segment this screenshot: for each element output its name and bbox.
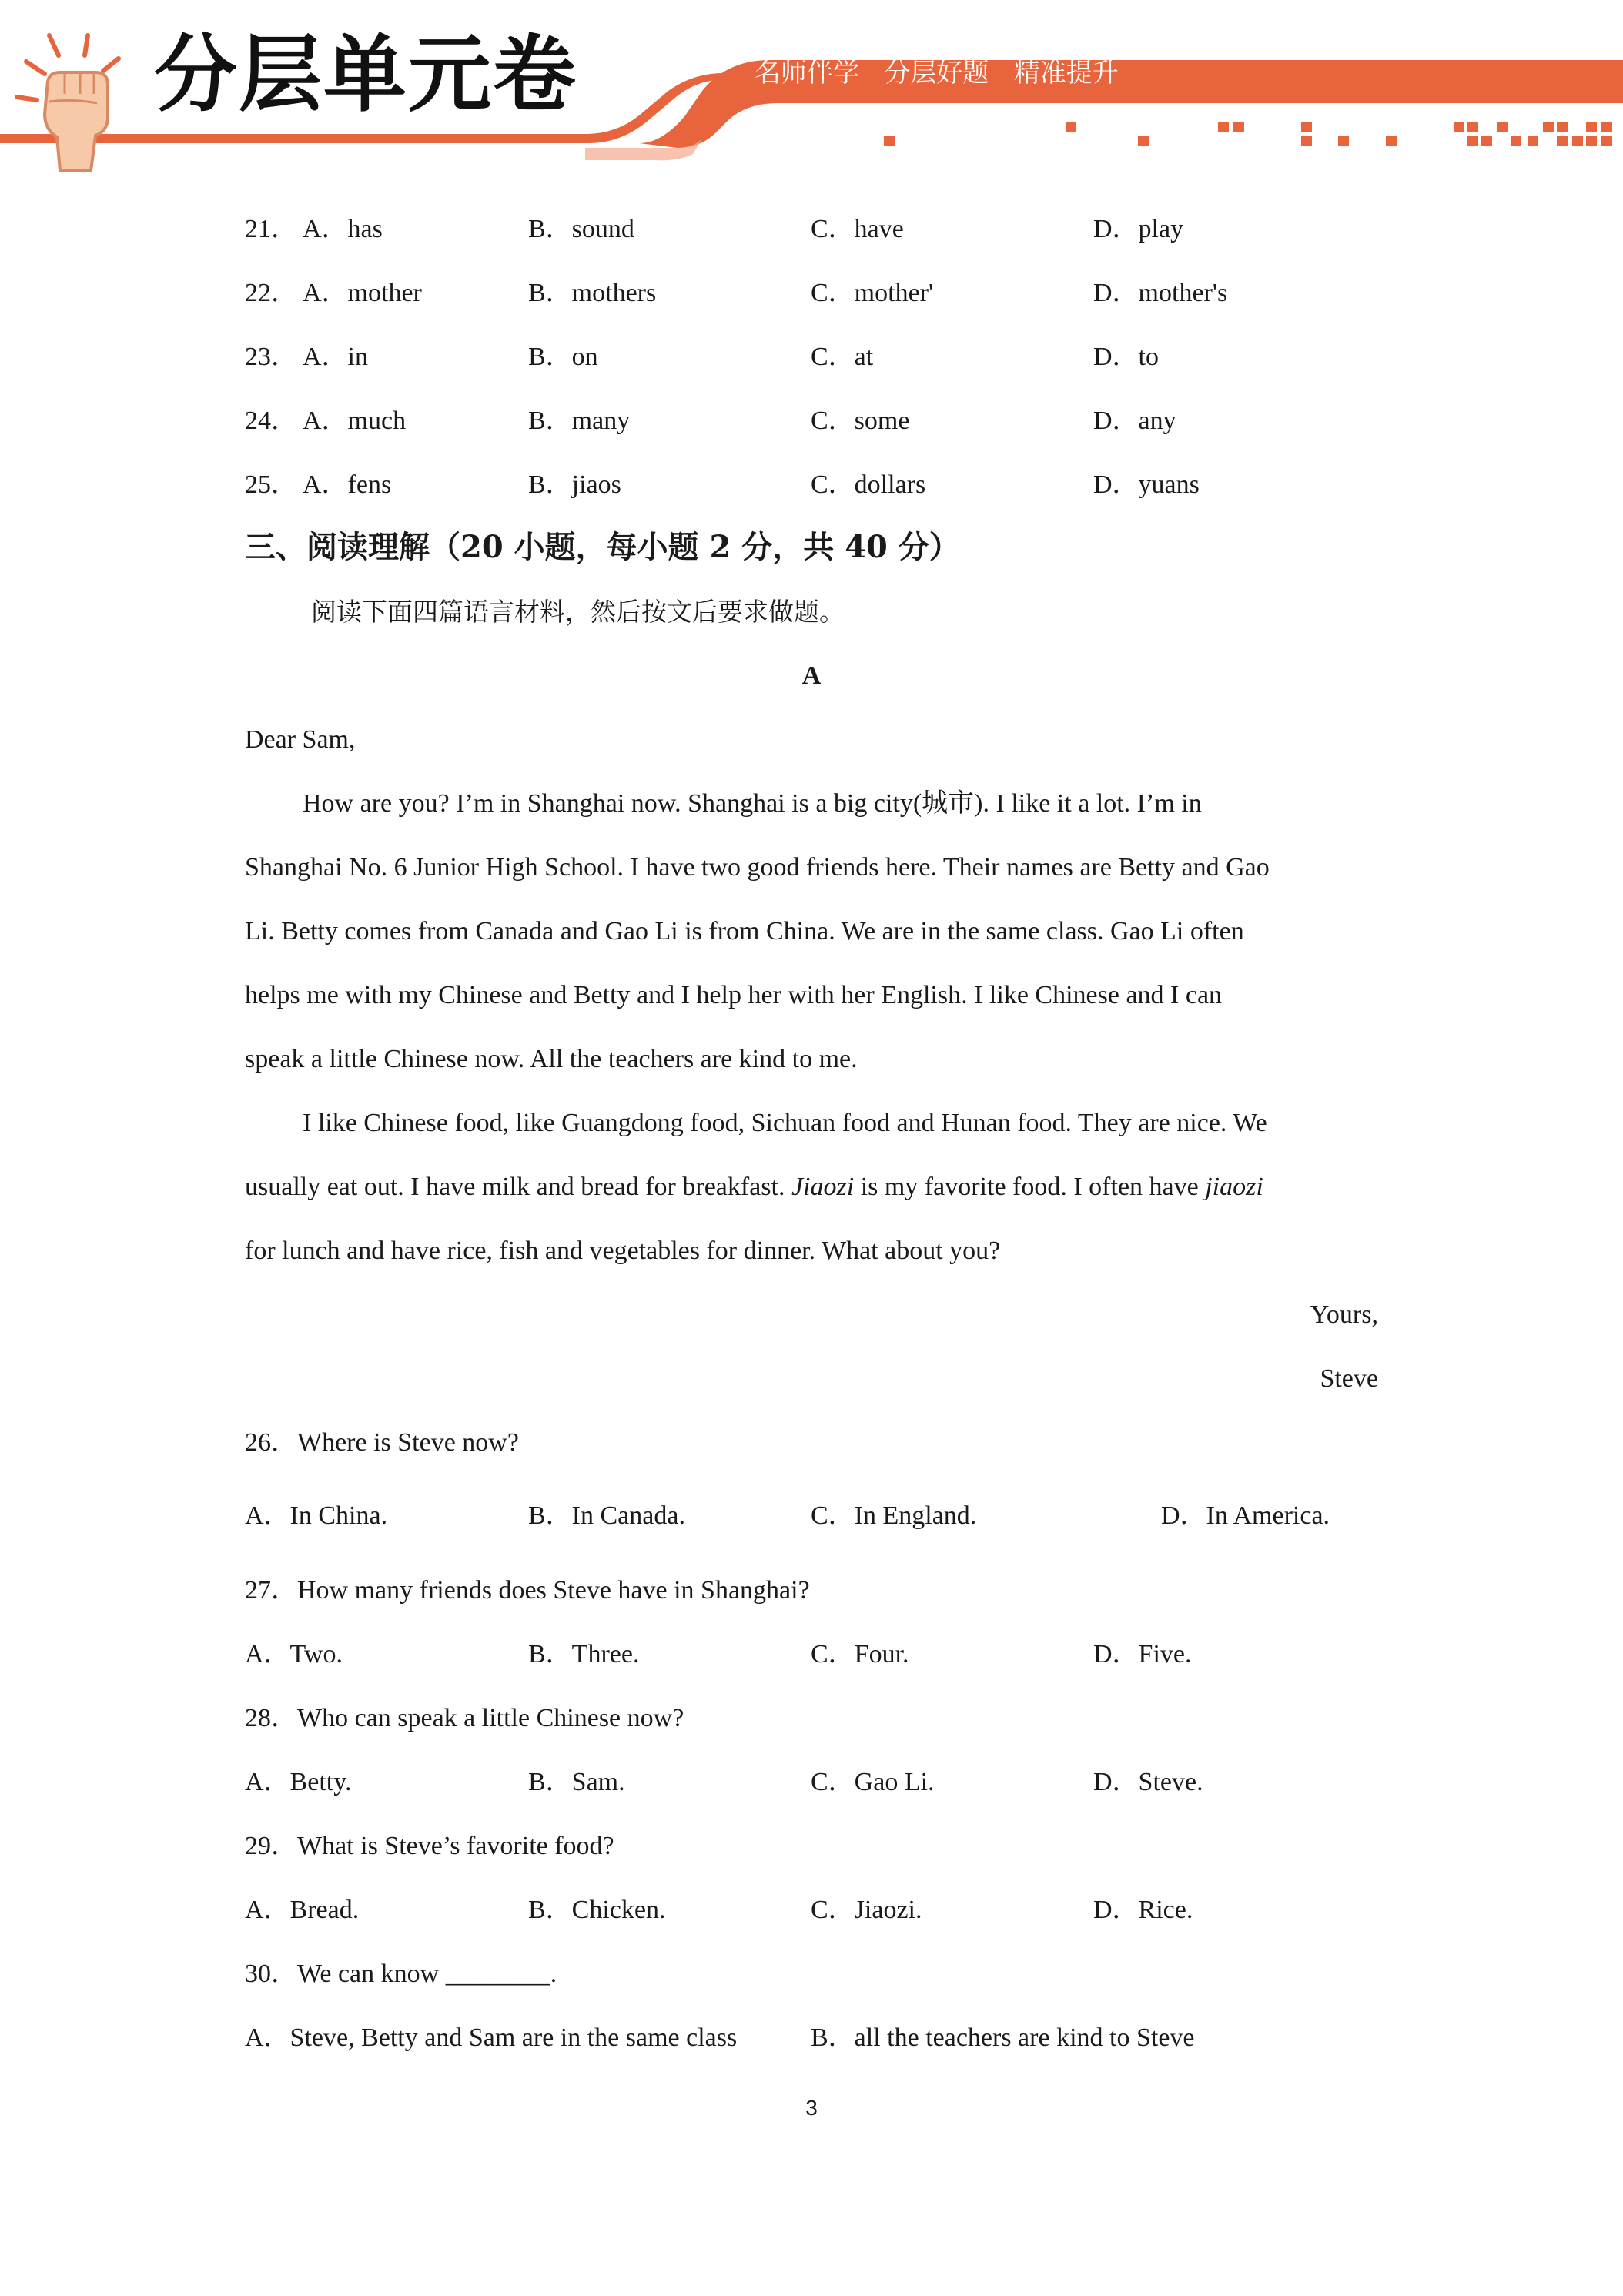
- answer-a: A．Bread.: [245, 1896, 360, 1924]
- option-a: A．much: [303, 407, 407, 435]
- answer-b: B．In Canada.: [528, 1501, 685, 1530]
- page-number: 3: [805, 2096, 818, 2120]
- answer-c: C．Four.: [811, 1640, 909, 1668]
- answer-d: D．Five.: [1093, 1640, 1192, 1668]
- passage-line: helps me with my Chinese and Betty and I help her with her English. I like Chinese and I can: [245, 981, 1223, 1009]
- answer-b: B．Sam.: [528, 1768, 625, 1796]
- answer-c: C．Gao Li.: [811, 1768, 935, 1796]
- option-a: A．mother: [303, 279, 422, 307]
- option-c: C．dollars: [811, 470, 926, 499]
- passage-line: Shanghai No. 6 Junior High School. I have two good friends here. Their names are Betty and Gao: [245, 853, 1270, 882]
- option-row: [0, 466, 1623, 504]
- question-number: 23．: [245, 343, 297, 371]
- passage-title: A: [801, 661, 822, 690]
- question-text: 29．What is Steve’s favorite food?: [245, 1832, 614, 1860]
- passage-line: speak a little Chinese now. All the teachers are kind to me.: [245, 1045, 858, 1073]
- brand-title: 分层单元卷: [154, 27, 578, 123]
- option-d: D．to: [1093, 343, 1159, 371]
- answer-a: A．Steve, Betty and Sam are in the same class: [245, 2023, 738, 2052]
- option-c: C．at: [811, 343, 874, 371]
- option-d: D．yuans: [1093, 470, 1200, 499]
- question-text: 27．How many friends does Steve have in Shanghai?: [245, 1576, 810, 1605]
- option-d: D．play: [1093, 215, 1184, 243]
- option-row: [0, 402, 1623, 440]
- option-row: [0, 210, 1623, 249]
- passage-text: is my favorite food. I often have: [854, 1173, 1206, 1201]
- option-c: C．have: [811, 215, 904, 243]
- question-text: 30．We can know ________.: [245, 1960, 557, 1988]
- option-b: B．mothers: [528, 279, 657, 307]
- answer-a: A．In China.: [245, 1501, 388, 1530]
- answer-c: C．In England.: [811, 1501, 977, 1530]
- option-d: D．any: [1093, 407, 1176, 435]
- answer-row: [0, 1891, 1623, 1930]
- option-b: B．on: [528, 343, 598, 371]
- option-c: C．mother': [811, 279, 934, 307]
- passage-italic: jiaozi: [1205, 1173, 1263, 1201]
- passage-line: for lunch and have rice, fish and vegetables for dinner. What about you?: [245, 1237, 1001, 1265]
- answer-a: A．Betty.: [245, 1768, 352, 1796]
- question-number: 21．: [245, 215, 297, 243]
- question-text: 26．Where is Steve now?: [245, 1428, 519, 1457]
- letter-closing: Yours,: [1310, 1300, 1378, 1329]
- option-b: B．sound: [528, 215, 634, 243]
- answer-row: [0, 2019, 1623, 2057]
- answer-b: B．Three.: [528, 1640, 640, 1668]
- question-number: 22．: [245, 279, 297, 307]
- passage-italic: Jiaozi: [791, 1173, 855, 1201]
- option-a: A．fens: [303, 470, 392, 499]
- section-instruction: 阅读下面四篇语言材料，然后按文后要求做题。: [311, 597, 845, 627]
- passage-line: [245, 1168, 1263, 1207]
- letter-greeting: Dear Sam,: [245, 725, 356, 754]
- passage-line: I like Chinese food, like Guangdong food, Sichuan food and Hunan food. They are nice. We: [303, 1109, 1267, 1137]
- answer-row: [0, 1763, 1623, 1802]
- question-text: 28．Who can speak a little Chinese now?: [245, 1704, 684, 1732]
- answer-a: A．Two.: [245, 1640, 343, 1668]
- option-a: A．in: [303, 343, 368, 371]
- answer-b: B．Chicken.: [528, 1896, 666, 1924]
- answer-c: C．Jiaozi.: [811, 1896, 922, 1924]
- option-row: [0, 274, 1623, 313]
- section-heading: 三、阅读理解（20 小题，每小题 2 分，共 40 分）: [245, 529, 960, 565]
- passage-text: usually eat out. I have milk and bread for breakfast.: [245, 1173, 791, 1201]
- answer-d: D．Steve.: [1093, 1768, 1203, 1796]
- option-c: C．some: [811, 407, 910, 435]
- question-number: 24．: [245, 407, 297, 435]
- answer-row: [0, 1497, 1623, 1535]
- option-b: B．many: [528, 407, 631, 435]
- option-a: A．has: [303, 215, 383, 243]
- option-d: D．mother's: [1093, 279, 1228, 307]
- passage-line: How are you? I’m in Shanghai now. Shanghai is a big city(城市). I like it a lot. I’m in: [303, 789, 1202, 818]
- answer-d: D．In America.: [1161, 1501, 1330, 1530]
- header-slogan: 名师伴学 分层好题 精准提升: [755, 58, 1119, 89]
- passage-line: Li. Betty comes from Canada and Gao Li is from China. We are in the same class. Gao Li often: [245, 917, 1244, 946]
- option-b: B．jiaos: [528, 470, 621, 499]
- page-header: [0, 0, 1623, 177]
- fist-icon: [11, 28, 134, 174]
- letter-signature: Steve: [1320, 1364, 1378, 1393]
- answer-d: D．Rice.: [1093, 1896, 1193, 1924]
- option-row: [0, 338, 1623, 377]
- question-number: 25．: [245, 470, 297, 499]
- answer-b: B．all the teachers are kind to Steve: [811, 2023, 1195, 2052]
- answer-row: [0, 1635, 1623, 1674]
